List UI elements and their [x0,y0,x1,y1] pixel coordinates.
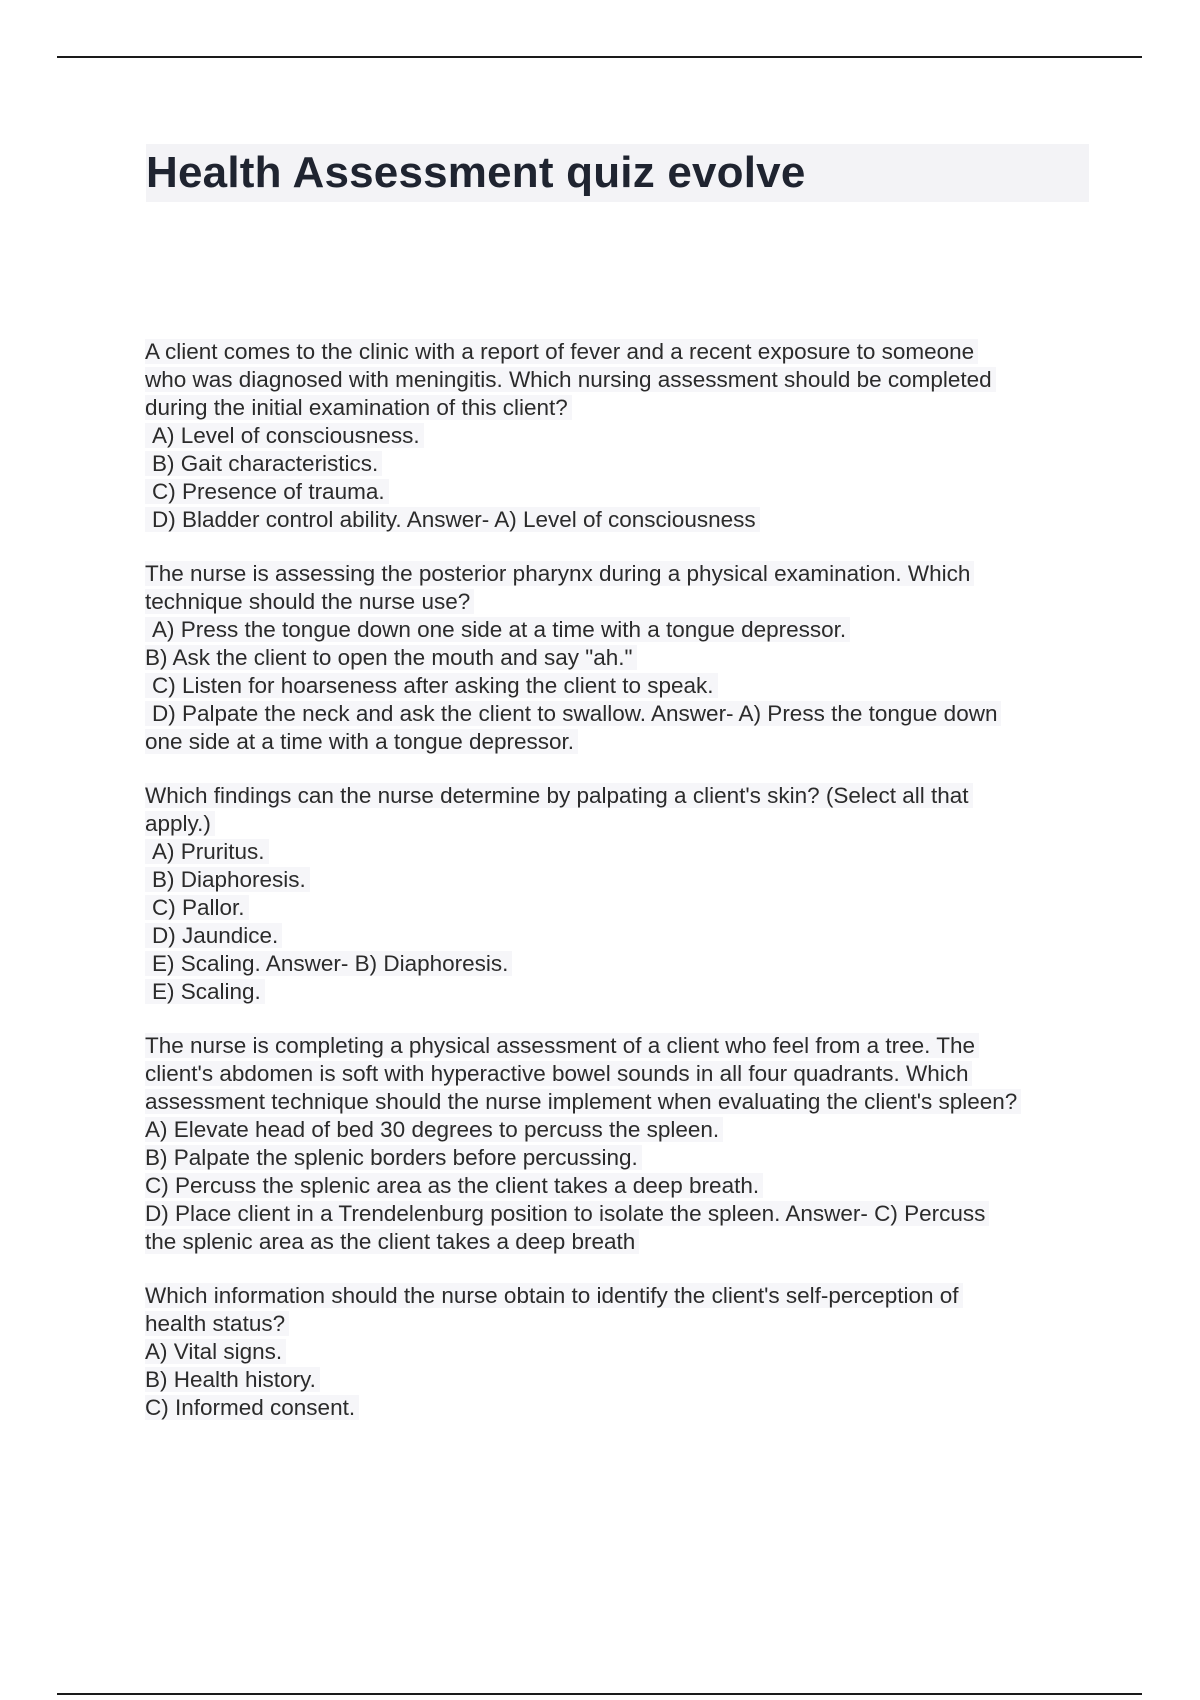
question-line: during the initial examination of this client? [145,394,1090,422]
question-line: The nurse is completing a physical assessment of a client who feel from a tree. The [145,1032,1090,1060]
document-title: Health Assessment quiz evolve [146,148,806,197]
bottom-rule [57,1693,1142,1695]
question-block [145,338,1090,534]
question-line: health status? [145,1310,1090,1338]
answer-option: E) Scaling. [145,978,1090,1006]
question-line: Which information should the nurse obtain to identify the client's self-perception of [145,1282,1090,1310]
question-line: Which findings can the nurse determine by palpating a client's skin? (Select all that [145,782,1090,810]
question-line: A client comes to the clinic with a report of fever and a recent exposure to someone [145,338,1090,366]
question-block [145,560,1090,756]
answer-option: C) Presence of trauma. [145,478,1090,506]
answer-option: C) Listen for hoarseness after asking the client to speak. [145,672,1090,700]
question-line: client's abdomen is soft with hyperactive bowel sounds in all four quadrants. Which [145,1060,1090,1088]
answer-option: the splenic area as the client takes a deep breath [145,1228,1090,1256]
question-line: who was diagnosed with meningitis. Which nursing assessment should be completed [145,366,1090,394]
answer-option: B) Diaphoresis. [145,866,1090,894]
answer-option: D) Palpate the neck and ask the client to swallow. Answer- A) Press the tongue down [145,700,1090,728]
question-line: The nurse is assessing the posterior pharynx during a physical examination. Which [145,560,1090,588]
answer-option: B) Gait characteristics. [145,450,1090,478]
answer-option: C) Percuss the splenic area as the client takes a deep breath. [145,1172,1090,1200]
question-block [145,1032,1090,1256]
answer-option: C) Pallor. [145,894,1090,922]
answer-option: B) Palpate the splenic borders before percussing. [145,1144,1090,1172]
question-line: apply.) [145,810,1090,838]
question-block [145,1282,1090,1422]
answer-option: B) Ask the client to open the mouth and say "ah." [145,644,1090,672]
answer-option: A) Vital signs. [145,1338,1090,1366]
answer-option: D) Jaundice. [145,922,1090,950]
answer-option: A) Elevate head of bed 30 degrees to percuss the spleen. [145,1116,1090,1144]
answer-option: D) Bladder control ability. Answer- A) Level of consciousness [145,506,1090,534]
question-line: assessment technique should the nurse implement when evaluating the client's spleen? [145,1088,1090,1116]
question-line: technique should the nurse use? [145,588,1090,616]
answer-option: A) Pruritus. [145,838,1090,866]
answer-option: E) Scaling. Answer- B) Diaphoresis. [145,950,1090,978]
question-block [145,782,1090,1006]
answer-option: D) Place client in a Trendelenburg position to isolate the spleen. Answer- C) Percuss [145,1200,1090,1228]
top-rule [57,56,1142,58]
answer-option: one side at a time with a tongue depressor. [145,728,1090,756]
answer-option: A) Press the tongue down one side at a time with a tongue depressor. [145,616,1090,644]
answer-option: C) Informed consent. [145,1394,1090,1422]
answer-option: B) Health history. [145,1366,1090,1394]
quiz-content [145,338,1090,1448]
answer-option: A) Level of consciousness. [145,422,1090,450]
